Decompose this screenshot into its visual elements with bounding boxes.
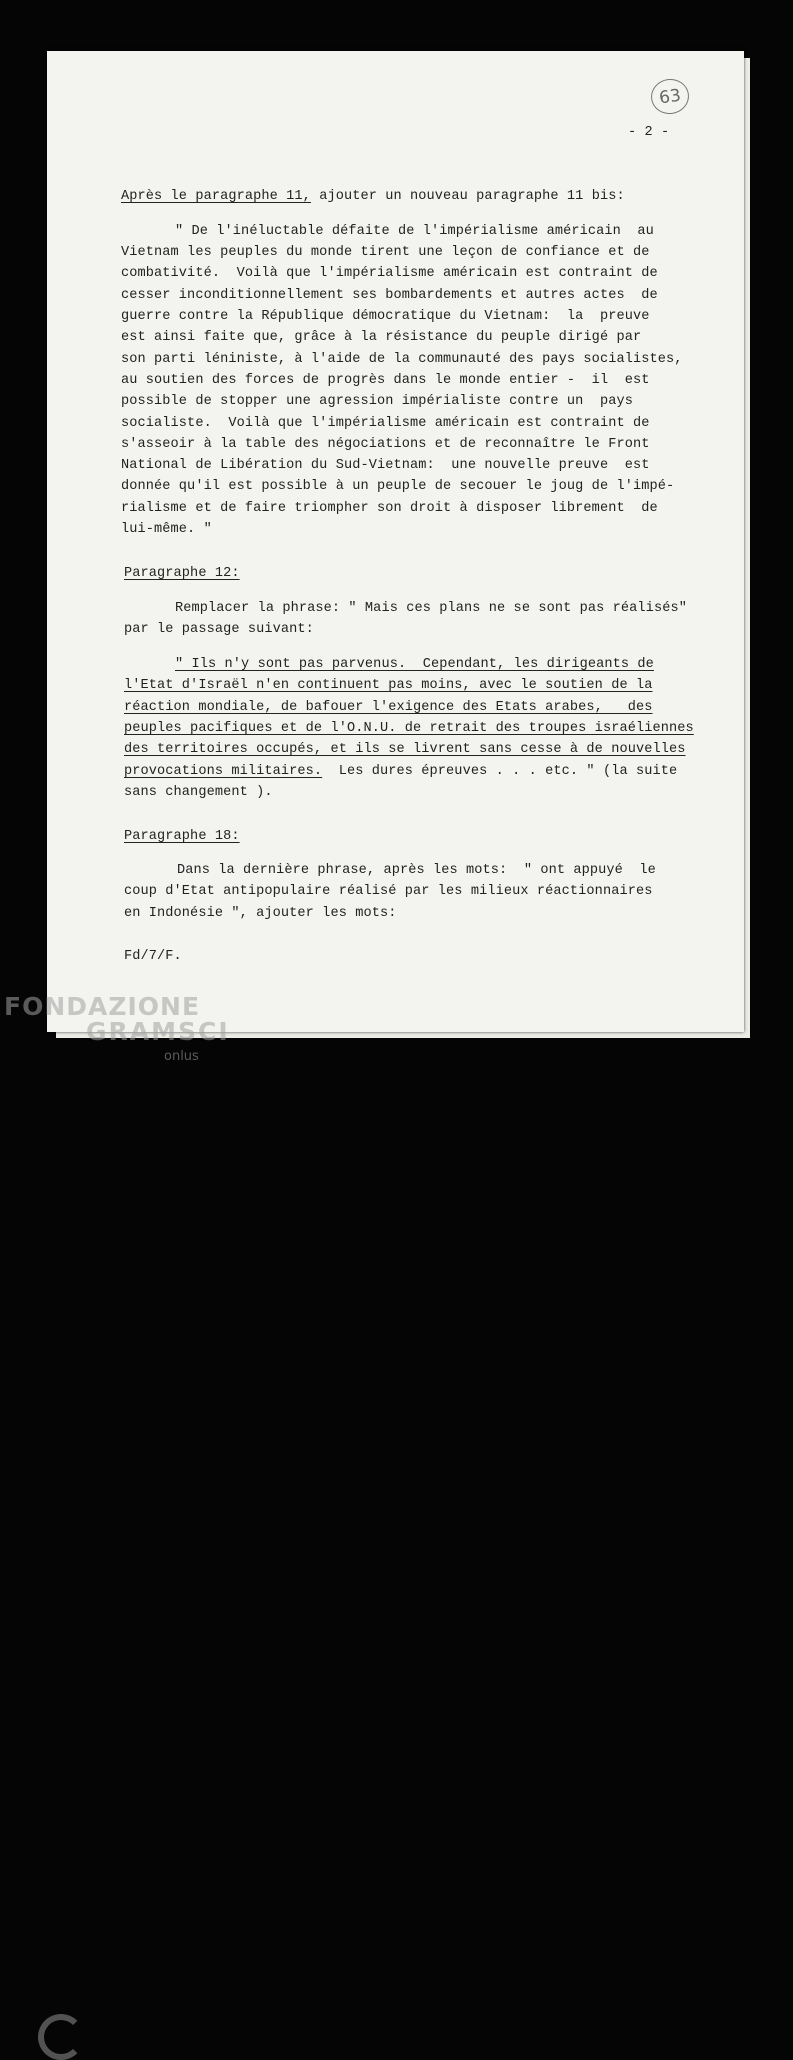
quote-line: " Ils n'y sont pas parvenus. Cependant, les dirigeants de (175, 657, 654, 672)
quote-rest: Les dures épreuves . . . etc. " (la suite (322, 764, 678, 779)
text-line: Dans la dernière phrase, après les mots: " ont appuyé le (177, 863, 656, 878)
text-line: Remplacer la phrase: " Mais ces plans ne se sont pas réalisés" (175, 601, 687, 616)
text-line: par le passage suivant: (124, 622, 314, 637)
text-line: " De l'inéluctable défaite de l'impérialisme américain au (175, 224, 654, 239)
text-line: combativité. Voilà que l'impérialisme américain est contraint de (121, 266, 658, 281)
text-line: National de Libération du Sud-Vietnam: une nouvelle preuve est (121, 458, 650, 473)
text-line: donnée qu'il est possible à un peuple de secouer le joug de l'impé- (121, 479, 675, 494)
watermark-line2: GRAMSCI (86, 1017, 230, 1046)
quote-line-last (124, 761, 677, 782)
watermark-line3: onlus (164, 1049, 199, 1064)
gramsci-logo-icon (38, 2014, 84, 2060)
text-line: sans changement ). (124, 785, 273, 800)
section-heading-18: Paragraphe 18: (124, 829, 240, 844)
text-line: est ainsi faite que, grâce à la résistance du peuple dirigé par (121, 330, 642, 345)
quote-line: des territoires occupés, et ils se livrent sans cesse à de nouvelles (124, 742, 686, 757)
quote-line: peuples pacifiques et de l'O.N.U. de retrait des troupes israéliennes (124, 721, 694, 736)
text-line: rialisme et de faire triompher son droit à disposer librement de (121, 501, 658, 516)
text-line: son parti léniniste, à l'aide de la communauté des pays socialistes, (121, 352, 683, 367)
page-number: - 2 - (628, 125, 670, 140)
text-line: socialiste. Voilà que l'impérialisme américain est contraint de (121, 416, 650, 431)
quote-line: l'Etat d'Israël n'en continuent pas moins, avec le soutien de la (124, 678, 653, 693)
text-line: cesser inconditionnellement ses bombardements et autres actes de (121, 288, 658, 303)
text-line: possible de stopper une agression impérialiste contre un pays (121, 394, 633, 409)
text-line: s'asseoir à la table des négociations et de reconnaître le Front (121, 437, 650, 452)
text-line: au soutien des forces de progrès dans le monde entier - il est (121, 373, 650, 388)
text-line: guerre contre la République démocratique du Vietnam: la preuve (121, 309, 650, 324)
text-line: coup d'Etat antipopulaire réalisé par les milieux réactionnaires (124, 884, 653, 899)
quote-line: réaction mondiale, de bafouer l'exigence des Etats arabes, des (124, 700, 653, 715)
heading-underlined: Après le paragraphe 11, (121, 189, 311, 204)
watermark-line1: FONDAZIONE (4, 992, 201, 1021)
text-line: lui-même. " (121, 522, 212, 537)
text-line: en Indonésie ", ajouter les mots: (124, 906, 397, 921)
reference-code: Fd/7/F. (124, 949, 182, 964)
text-line: Vietnam les peuples du monde tirent une leçon de confiance et de (121, 245, 650, 260)
section-heading-12: Paragraphe 12: (124, 566, 240, 581)
archive-stamp: 63 (649, 77, 692, 117)
section-heading-11 (121, 186, 625, 207)
heading-rest: ajouter un nouveau paragraphe 11 bis: (310, 189, 625, 204)
quote-underlined-end: provocations militaires. (124, 764, 323, 779)
